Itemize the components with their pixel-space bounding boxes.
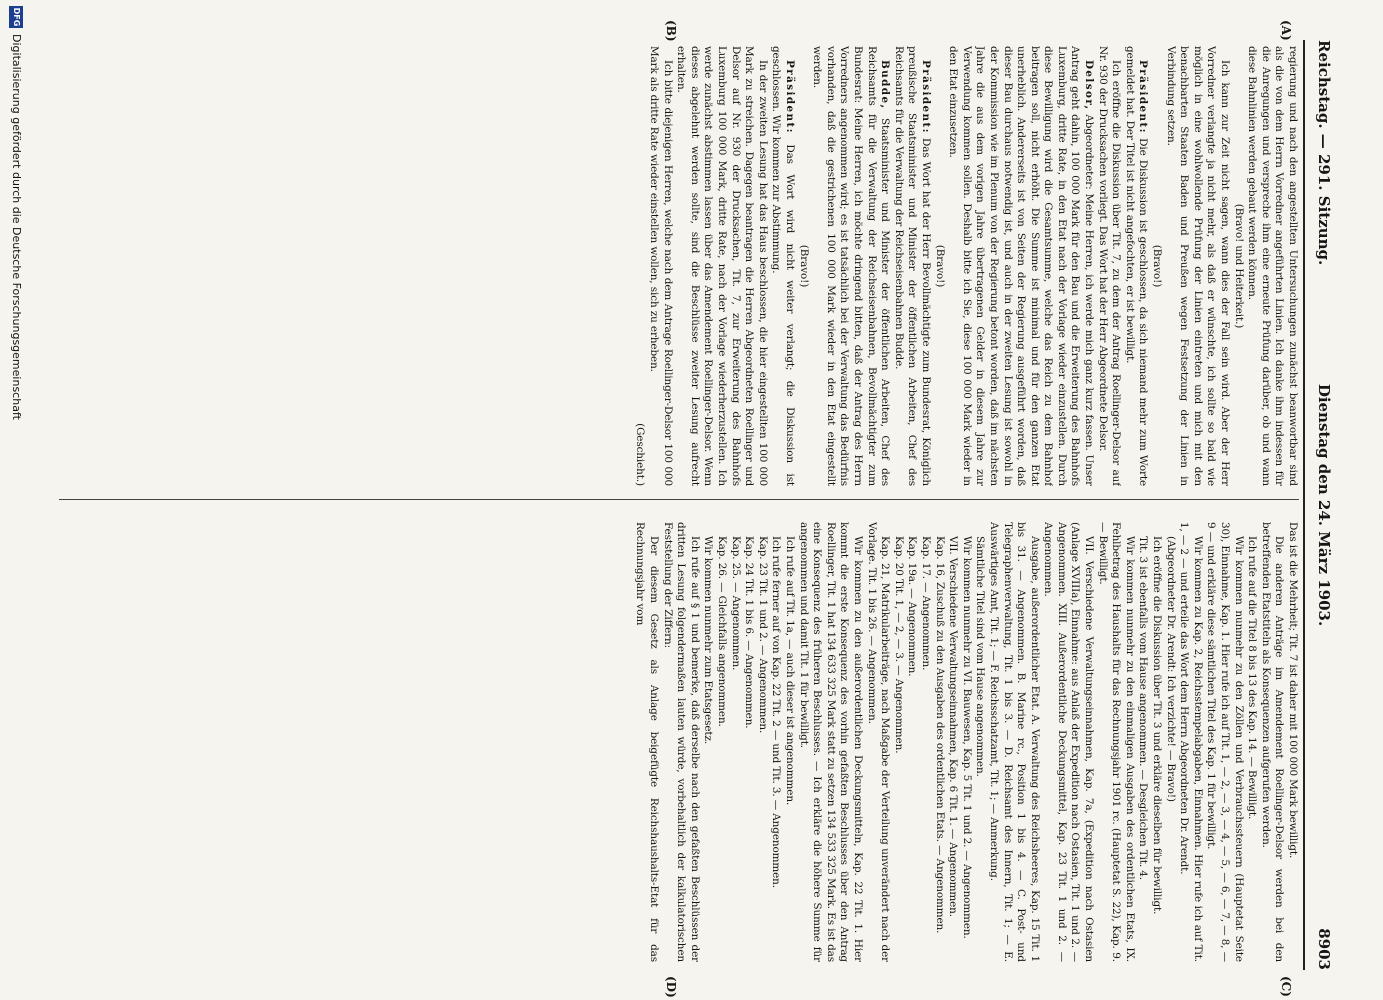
paragraph-text: Kap. 21, Matrikularbeiträge, nach Maßgabe der Verteilung unverändert nach der Vorlage. Tit. 1 bis 26. — Angenommen. xyxy=(865,522,892,962)
page-header xyxy=(1307,40,1333,970)
paragraph-text: (Bravo!) xyxy=(1151,244,1164,288)
paragraph xyxy=(946,46,1096,486)
paragraph-text: Wir kommen nunmehr zu den einmaligen Ausgaben des ordentlichen Etats, IX. Fehlbetrag des Haushalts für das Rechnungsjahr 1901 rc. (Hauptetat S. 22), Kap. 9. — Bewilligt. xyxy=(1096,522,1136,962)
paragraph-text: VII. Verschiedene Verwaltungseinnahmen, Kap. 6 Tit. 1. — Angenommen. xyxy=(947,536,960,917)
paragraph xyxy=(1258,522,1285,962)
speaker-name: Budde, xyxy=(879,60,892,110)
paragraph xyxy=(633,46,647,486)
speaker-name: Präsident: xyxy=(784,60,797,134)
paragraph-text: Das Wort hat der Herr Bevollmächtigte zum Bundesrat, Königlich preußische Staatsminister und Minister der öffentlichen Arbeiten, Chef des Reichsamts für die Verwaltung der Reichseisenbahnen Budde. xyxy=(892,46,932,486)
paragraph-text: Wir kommen zu den außerordentlichen Deckungsmitteln, Kap. 22 Tit. 1. Hier kommt die erste Konsequenz des vorhin gefaßten Beschlusses über den Antrag Roellinger, Tit. 1 hat 134 633 325 Mark statt zu setzen 134 533 325 Mark. Es ist das eine Konsequenz des früheren Beschlusses. — Ich erkläre die höhere Summe für angenommen und damit Tit. 1 für bewilligt. xyxy=(797,522,864,962)
paragraph-text: Abgeordneter: Meine Herren, ich werde mich ganz kurz fassen. Unser Antrag geht dahin, 100 000 Mark für den Bau und die Erweiterung des Bahnhofs Luxemburg, dritte Rate, in den Etat nach der Vorlage wieder einzustellen. Durch diese Bewilligung wird die Gesamtsumme, welche das Reich zu dem Bahnhof beitragen soll, nicht erhöht. Die Summe ist minimal und für den ganzen Etat unerheblich. Andererseits ist von Seiten der Regierung ausgeführt worden, daß dieser Bau durchaus notwendig ist, und auch in der zweiten Lesung ist sowohl in der Kommission wie im Plenum von der Regierung betont worden, daß im nächsten Jahre die aus dem vorigen Jahre übertragenen Gelder in diesem Jahre zur Verwendung kommen sollen. Deshalb bitte ich Sie, diese 100 000 Mark wieder in den Etat einzusetzen. xyxy=(947,46,1096,486)
paragraph xyxy=(674,46,769,486)
paragraph xyxy=(905,522,919,962)
paragraph xyxy=(796,46,810,486)
paragraph-text: (Abgeordneter Dr. Arendt: Ich verzichte! — Bravo!) xyxy=(1164,536,1177,802)
paragraph-text: (Geschieht.) xyxy=(634,423,647,486)
paragraph-text: Kap. 20 Tit. 1, — 2, — 3. — Angenommen. xyxy=(892,536,905,754)
page-number: 8903 xyxy=(1315,928,1333,970)
paragraph xyxy=(728,522,742,962)
paragraph xyxy=(769,46,796,486)
paragraph xyxy=(864,522,891,962)
paragraph-text: Die Diskussion ist geschlossen, da sich niemand mehr zum Worte gemeldet hat. Der Titel ist nicht angefochten, er ist bewilligt. xyxy=(1123,46,1150,486)
paragraph-text: In der zweiten Lesung hat das Haus beschlossen, die hier eingestellten 100 000 Mark zu streichen. Dagegen beantragen die Herren Abgeordneten Roellinger und Delsor auf Nr. 930 der Drucksachen, Tit. 7, zur Erweiterung des Bahnhofs Luxemburg 100 000 Mark, dritte Rate, nach der Vorlage wiederherzustellen. Ich werde zunächst abstimmen lassen über das Amendement Roellinger-Delsor. Wenn dieses abgelehnt werden sollte, sind die Beschlüsse zweiter Lesung aufrecht erhalten. xyxy=(675,46,769,486)
paragraph xyxy=(796,522,864,962)
paragraph xyxy=(946,522,960,962)
paragraph-text: Wir kommen nunmehr zum Etatsgesetz. xyxy=(702,536,715,745)
paragraph-text: Kap. 26. — Gleichfalls angenommen. xyxy=(716,536,729,727)
paragraph xyxy=(1041,522,1095,962)
paragraph-text: Der diesem Gesetz als Anlage beigefügte Reichshaushalts-Etat für das Rechnungsjahr vom xyxy=(634,522,661,962)
paragraph xyxy=(986,522,1040,962)
paragraph xyxy=(1177,522,1204,962)
paragraph xyxy=(1149,522,1163,962)
paragraph-text: Wir kommen nunmehr zu den Zöllen und Verbrauchssteuern (Hauptetat Seite 30), Einnahme, Kap. 1. Hier rufe ich auf Tit. 1, — 2, — 3, — 4, — 5, — 6, — 7, — 8, — 9 — und erkläre diese sämtlichen Titel des Kap. 1 für bewilligt. xyxy=(1205,522,1245,962)
paragraph xyxy=(769,522,783,962)
paragraph xyxy=(932,46,946,486)
paragraph-text: Ich eröffne die Diskussion über Tit. 7, zu dem der Antrag Roellinger-Delsor auf Nr. 930 der Drucksachen vorliegt. Das Wort hat der Herr Abgeordnete Delsor. xyxy=(1096,46,1123,486)
paragraph xyxy=(701,522,715,962)
paragraph-text: Staatsminister und Minister der öffentlichen Arbeiten, Chef des Reichsamts für die Verwaltung der Reichseisenbahnen, Bevollmächtigter zum Bundesrat: Meine Herren, ich möchte dringend bitten, daß der Antrag des Herrn Vorredners angenommen wird; es ist tatsächlich bei der Verwaltung das Bedürfnis vorhanden, daß die gestrichenen 100 000 Mark wieder in den Etat eingestellt werden. xyxy=(811,46,892,486)
paragraph xyxy=(633,522,660,962)
paragraph xyxy=(1245,46,1299,486)
paragraph-text: Ich rufe auf die Titel 8 bis 13 des Kap. 14. — Bewilligt. xyxy=(1246,536,1259,820)
right-column xyxy=(59,522,1299,962)
paragraph xyxy=(755,522,769,962)
paragraph-text: Kap. 25. — Angenommen. xyxy=(729,536,742,671)
paragraph xyxy=(1245,522,1259,962)
paragraph-text: Kap. 17. — Angenommen. xyxy=(919,536,932,671)
paragraph-text: (Bravo! und Heiterkeit.) xyxy=(1232,203,1245,329)
page-footer xyxy=(5,0,25,1000)
paragraph-text: Ich rufe auf § 1 und bemerke, daß derselbe nach den gefaßten Beschlüssen der dritten Lesung folgendermaßen lauten würde, vorbehaltlich der kalkulatorischen Feststellung der Ziffern: xyxy=(661,522,701,962)
dfg-logo: DFG xyxy=(9,6,23,28)
paragraph xyxy=(1095,522,1136,962)
paragraph xyxy=(1285,522,1299,962)
paragraph-text: Wir kommen nunmehr zu VI. Bauwesen, Kap. 5 Tit. 1 und 2. — Angenommen. xyxy=(960,536,973,939)
paragraph xyxy=(959,522,973,962)
left-column xyxy=(59,46,1299,486)
paragraph-text: Ich rufe ferner auf von Kap. 22 Tit. 2 — und Tit. 3. — Angenommen. xyxy=(770,536,783,888)
paragraph xyxy=(918,522,932,962)
header-left: Reichstag. — 291. Sitzung. xyxy=(1315,40,1333,266)
margin-marker-a: (A) xyxy=(1279,20,1293,41)
paragraph xyxy=(714,522,728,962)
paragraph-text: VII. Verschiedene Verwaltungseinnahmen, Kap. 7a, (Expedition nach Ostasien (Anlage XVIIIa), Einnahme: aus Anlaß der Expedition nach Ostasien, Tit. 1 und 2. — Angenommen. XIII. Außerordentliche Deckungsmittel, Kap. 23 Tit. 1 und 2. — Angenommen. xyxy=(1042,522,1096,962)
paragraph-text: Kap. 19a. — Angenommen. xyxy=(906,536,919,677)
paragraph-text: Tit. 3 ist ebenfalls vom Hause angenommen. — Desgleichen Tit. 4. xyxy=(1137,536,1150,881)
paragraph xyxy=(891,522,905,962)
paragraph-text: (Bravo!) xyxy=(797,244,810,288)
paragraph xyxy=(1136,522,1150,962)
speaker-name: Präsident: xyxy=(919,60,932,134)
paragraph-text: (Bravo!) xyxy=(933,244,946,288)
paragraph xyxy=(660,522,701,962)
paragraph xyxy=(932,522,946,962)
paragraph xyxy=(742,522,756,962)
margin-marker-d: (D) xyxy=(664,976,678,998)
speaker-name: Delsor, xyxy=(1083,60,1096,111)
footer-credit: Digitalisierung gefördert durch die Deutsche Forschungsgemeinschaft xyxy=(10,34,23,420)
header-date: Dienstag den 24. März 1903. xyxy=(1315,383,1333,627)
paragraph xyxy=(782,522,796,962)
paragraph xyxy=(1095,46,1122,486)
paragraph-text: Ausgabe, außerordentlicher Etat. A. Verwaltung des Reichsheeres, Kap. 15 Tit. 1 bis 31. — Angenommen. B. Marine rc., Position 1 bis 4. — C. Post- und Telegraphenverwaltung, Tit. 1 bis 3. — D. Reichsamt des Innern, Tit. 1; — E. Auswärtiges Amt, Tit. 1; — F. Reichsschatzamt, Tit. 1; — Anmerkung. xyxy=(987,522,1041,962)
paragraph-text: regierung und nach den angestellten Untersuchungen zunächst beanwortbar sind als die von dem Herrn Vorredner angeführten Linien. Ich danke ihm indessen für die Anregungen und verspreche ihm eine erneute Prüfung darüber, ob und wann diese Bahnlinien werden gebaut werden können. xyxy=(1246,46,1299,486)
paragraph xyxy=(1149,46,1163,486)
column-divider xyxy=(59,499,1299,500)
paragraph xyxy=(1122,46,1149,486)
paragraph-text: Ich eröffne die Diskussion über Tit. 3 und erkläre dieselben für bewilligt. xyxy=(1151,536,1164,915)
paragraph-text: Das Wort wird nicht weiter verlangt; die Diskussion ist geschlossen. Wir kommen zur Abstimmung. xyxy=(770,46,797,486)
paragraph xyxy=(891,46,932,486)
paragraph xyxy=(810,46,892,486)
paragraph xyxy=(1163,46,1231,486)
paragraph-text: Sämtliche Titel sind vom Hause angenommen. xyxy=(974,536,987,777)
paragraph-text: Ich bitte diejenigen Herren, welche nach dem Antrage Roellinger-Delsor 100 000 Mark als dritte Rate wieder einstellen wollen, sich zu erheben. xyxy=(648,46,674,486)
paragraph-text: Kap. 24 Tit. 1 bis 6. — Angenommen. xyxy=(743,536,756,729)
margin-marker-b: (B) xyxy=(664,20,678,42)
paragraph-text: Kap. 16, Zuschuß zu den Ausgaben des ordentlichen Etats. — Angenommen. xyxy=(933,536,946,934)
paragraph-text: Ich kann zur Zeit nicht sagen, wann dies der Fall sein wird. Aber der Herr Vorredner verlangte ja nicht mehr, als daß er wünschte, ich sollte so bald wie möglich in eine wohlwollende Prüfung der Linien eintreten und mich mit den benachbarten Staaten Baden und Preußen wegen Festsetzung der Linien in Verbindung setzen. xyxy=(1164,46,1232,486)
paragraph-text: Die anderen Anträge im Amendement Roellinger-Delsor werden bei den betreffenden Etatstiteln als Konsequenzen aufgerufen werden. xyxy=(1259,522,1286,962)
paragraph xyxy=(973,522,987,962)
header-rule xyxy=(1303,40,1305,970)
paragraph xyxy=(647,46,674,486)
paragraph-text: Das ist die Mehrheit; Tit. 7 ist daher mit 100 000 Mark bewilligt. xyxy=(1287,522,1299,859)
paragraph xyxy=(1163,522,1177,962)
paragraph xyxy=(1204,522,1245,962)
paragraph xyxy=(1231,46,1245,486)
paragraph-text: Wir kommen zu Kap. 2, Reichsstempelabgaben, Einnahmen. Hier rufe ich auf Tit. 1, — 2 — und erteile das Wort dem Herrn Abgeordneten Dr. Arendt. xyxy=(1178,522,1204,962)
speaker-name: Präsident: xyxy=(1137,60,1150,134)
margin-marker-c: (C) xyxy=(1279,976,1293,997)
paragraph-text: Kap. 23 Tit. 1 und 2. — Angenommen. xyxy=(756,536,769,734)
paragraph-text: Ich rufe auf Tit. 1a, — auch dieser ist angenommen. xyxy=(784,536,797,806)
